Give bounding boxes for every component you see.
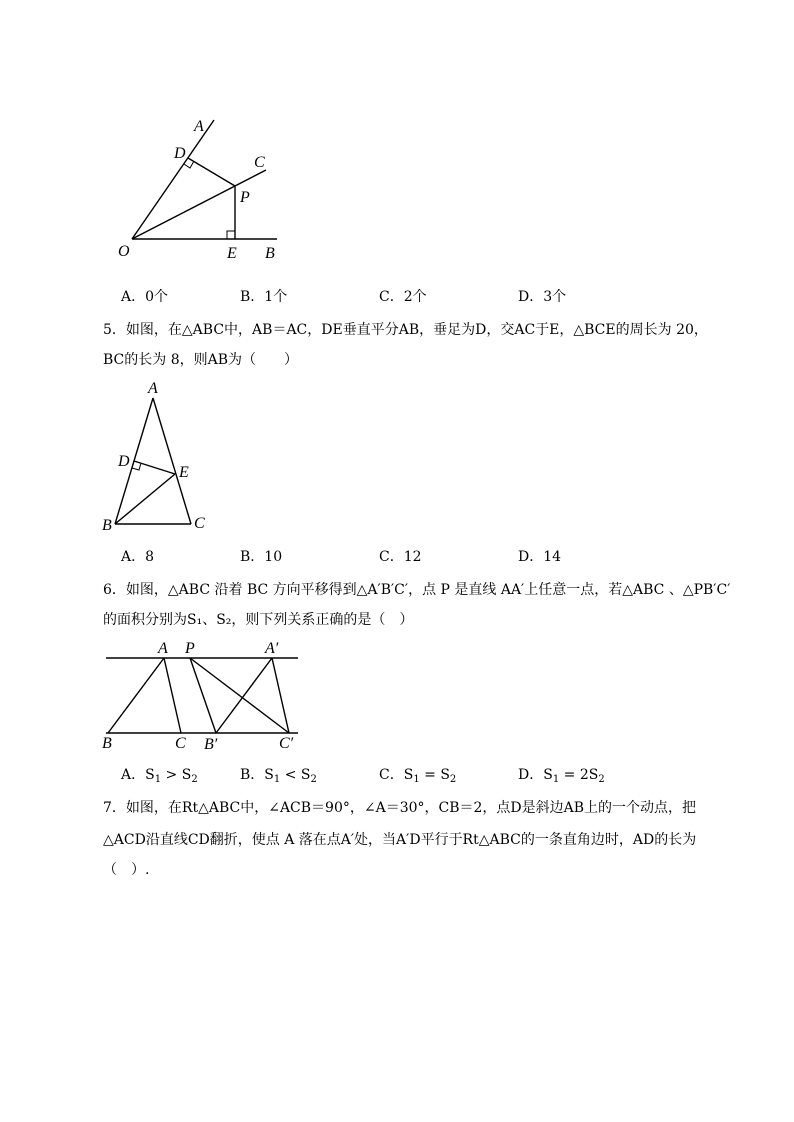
q4-option-c: C．2个: [379, 289, 427, 305]
q7-text-line2: △ACD沿直线CD翻折，使点 A 落在点A′处，当A′D平行于Rt△ABC的一条直角边时，AD的长为: [103, 832, 697, 848]
segment-be: [115, 474, 175, 524]
label-b: B: [102, 735, 112, 752]
label-a: A: [158, 640, 168, 657]
side-pb-prime: [190, 658, 216, 733]
q4-option-a: A．0个: [121, 289, 169, 305]
right-angle-mark-e: [227, 231, 235, 239]
side-ab: [108, 658, 164, 733]
q6-text-line1: 6．如图，△ABC 沿着 BC 方向平移得到△A′B′C′，点 P 是直线 AA′上任意一点，若△ABC 、△PB′C′: [103, 582, 731, 598]
q5-option-d: D．14: [518, 549, 562, 565]
q6-option-b: B．$S_1 < S_2$: [240, 767, 317, 785]
q7-text-line1: 7．如图，在Rt△ABC中，∠ACB＝90°，∠A＝30°，CB＝2，点D是斜边AB上的一个动点，把: [103, 800, 697, 816]
label-b: B: [265, 245, 275, 262]
q7-text-line3: （ ）.: [103, 862, 150, 878]
q6-option-d: D．$S_1 = 2S_2$: [518, 767, 605, 785]
q6-text-line2: 的面积分别为S₁、S₂，则下列关系正确的是（ ）: [103, 612, 414, 628]
q4-option-b: B．1个: [240, 289, 288, 305]
label-e: E: [179, 464, 189, 481]
label-a-prime: A′: [265, 640, 279, 657]
side-ac: [153, 398, 191, 524]
q5-text-line2: BC的长为 8，则AB为（ ）: [103, 352, 299, 368]
q5-option-a: A．8: [121, 549, 155, 565]
label-d: D: [118, 453, 130, 470]
q6-option-c: C．$S_1 = S_2$: [379, 767, 457, 785]
q5-option-b: B．10: [240, 549, 283, 565]
segment-pd: [188, 158, 235, 186]
ray-oa: [132, 120, 214, 239]
label-c: C: [254, 154, 265, 171]
label-a: A: [194, 118, 204, 135]
label-p: P: [240, 189, 250, 206]
label-c: C: [175, 735, 186, 752]
label-b-prime: B′: [204, 736, 218, 753]
q5-option-c: C．12: [379, 549, 422, 565]
label-c-prime: C′: [279, 735, 294, 752]
q5-figure: [95, 378, 225, 538]
label-d: D: [174, 145, 186, 162]
side-ac: [164, 658, 181, 733]
label-e: E: [227, 245, 237, 262]
label-a: A: [148, 380, 158, 397]
label-o: O: [118, 243, 130, 260]
q4-figure: [110, 110, 310, 270]
q5-text-line1: 5．如图，在△ABC中，AB＝AC，DE垂直平分AB，垂足为D，交AC于E，△BCE的周长为 20，: [103, 322, 708, 338]
q6-figure: [98, 636, 308, 754]
label-b: B: [102, 517, 112, 534]
q4-option-d: D．3个: [518, 289, 567, 305]
label-c: C: [194, 515, 205, 532]
q6-option-a: A．$S_1 > S_2$: [121, 767, 198, 785]
side-a-prime-b-prime: [216, 658, 272, 733]
label-p: P: [185, 640, 195, 657]
